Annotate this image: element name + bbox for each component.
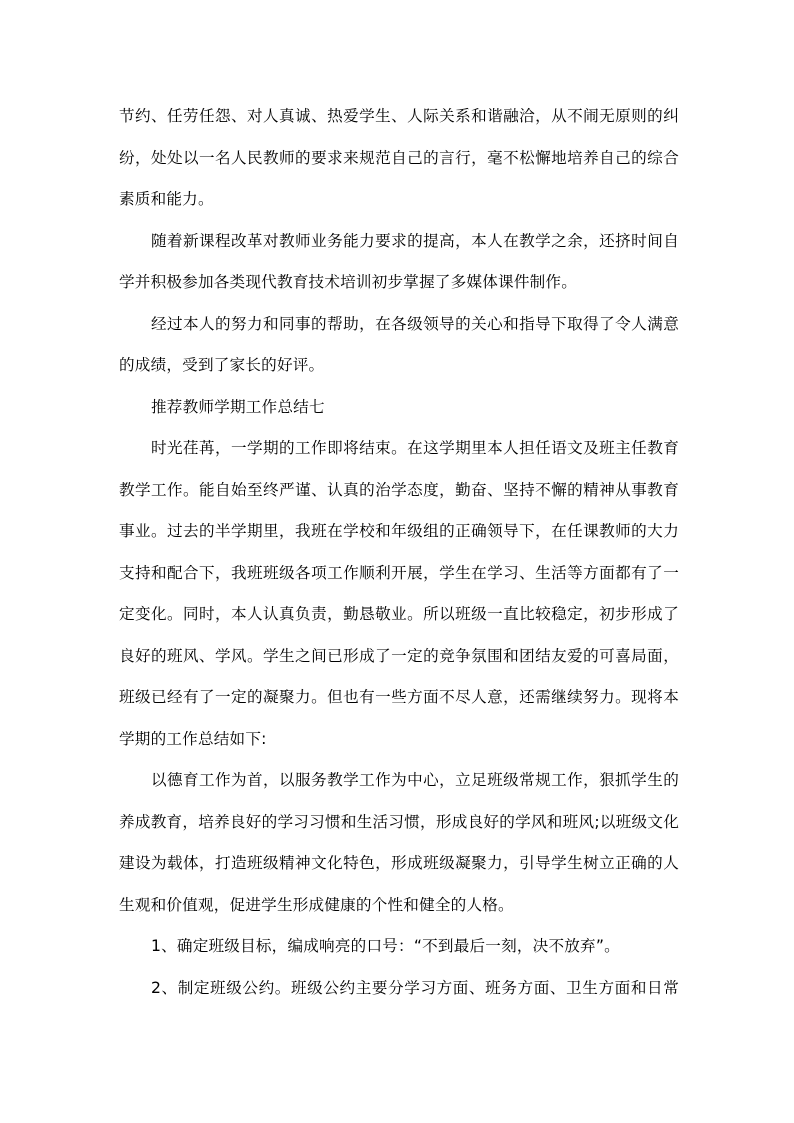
text-line: 事业。过去的半学期里，我班在学校和年级组的正确领导下，在任课教师的大力 (119, 522, 679, 540)
list-item-2 (119, 968, 679, 1010)
text-line: 素质和能力。 (119, 190, 214, 208)
text-line: 学并积极参加各类现代教育技术培训初步掌握了多媒体课件制作。 (119, 273, 578, 291)
text-line: 随着新课程改革对教师业务能力要求的提高，本人在教学之余，还挤时间自 (151, 231, 679, 250)
text-line: 的成绩，受到了家长的好评。 (119, 356, 325, 374)
text-line: 经过本人的努力和同事的帮助，在各级领导的关心和指导下取得了令人满意 (151, 314, 679, 333)
text-line: 生观和价值观，促进学生形成健康的个性和健全的人格。 (119, 895, 514, 914)
list-item-1 (119, 926, 679, 968)
paragraph-5 (119, 428, 679, 760)
text-line: 以德育工作为首，以服务教学工作为中心，立足班级常规工作，狠抓学生的 (151, 771, 679, 789)
text-line: 养成教育，培养良好的学习习惯和生活习惯，形成良好的学风和班风;以班级文化 (119, 812, 679, 831)
text-line: 定变化。同时，本人认真负责，勤恳敬业。所以班级一直比较稳定，初步形成了 (119, 605, 679, 623)
text-line: 时光荏苒，一学期的工作即将结束。在这学期里本人担任语文及班主任教育 (151, 439, 679, 457)
text-line: 建设为载体，打造班级精神文化特色，形成班级凝聚力，引导学生树立正确的人 (119, 854, 679, 872)
paragraph-1 (119, 96, 679, 221)
paragraph-3 (119, 304, 679, 387)
text-line: 学期的工作总结如下: (119, 729, 267, 748)
document-page (119, 96, 679, 1009)
text-line: 班级已经有了一定的凝聚力。但也有一些方面不尽人意，还需继续努力。现将本 (119, 688, 679, 706)
paragraph-2 (119, 221, 679, 304)
heading-line: 推荐教师学期工作总结七 (151, 397, 325, 416)
text-line: 支持和配合下，我班班级各项工作顺利开展，学生在学习、生活等方面都有了一 (119, 563, 679, 582)
text-line: 教学工作。能自始至终严谨、认真的治学态度，勤奋、坚持不懈的精神从事教育 (119, 480, 679, 499)
text-line: 良好的班风、学风。学生之间已形成了一定的竞争氛围和团结友爱的可喜局面， (119, 646, 679, 665)
text-line: 节约、任劳任怨、对人真诚、热爱学生、人际关系和谐融洽，从不闹无原则的纠 (119, 107, 679, 125)
text-line: 1、确定班级目标，编成响亮的口号：“不到最后一刻，决不放弃”。 (151, 937, 620, 955)
paragraph-6 (119, 760, 679, 926)
section-heading (119, 387, 679, 429)
text-line: 纷，处处以一名人民教师的要求来规范自己的言行，毫不松懈地培养自己的综合 (119, 148, 679, 167)
text-line: 2、制定班级公约。班级公约主要分学习方面、班务方面、卫生方面和日常 (151, 978, 679, 997)
